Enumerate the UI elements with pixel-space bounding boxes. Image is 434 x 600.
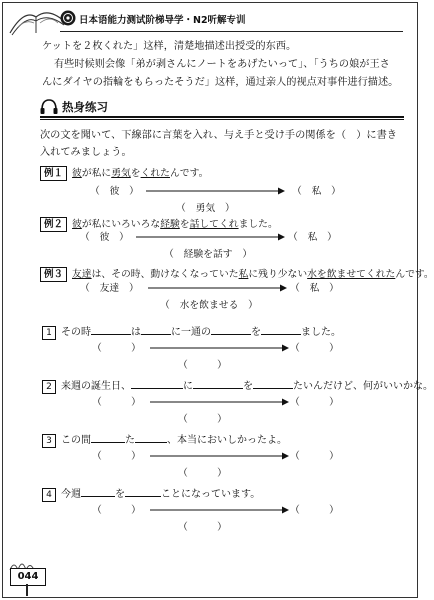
example-1-thing: （ 勇気 ）	[176, 203, 235, 214]
answer-blank[interactable]	[193, 377, 243, 389]
header-title: 日本语能力测试阶梯导学・N2听解专训	[79, 15, 246, 26]
example-2-arrow-icon	[136, 232, 286, 242]
question-3-arrow-icon	[150, 451, 290, 461]
instruction-line-1: 次の文を聞いて、下線部に言葉を入れ、与え手と受け手の関係を（ ）に書き	[40, 130, 397, 141]
question-4-arrow-icon	[150, 505, 290, 515]
intro-line-3: んにダイヤの指輪をもらったそうだ」这样，通过亲人的视点对事件进行描述。	[42, 77, 399, 88]
example-3-thing: （ 水を飲ませる ）	[160, 300, 258, 311]
question-1-giver-slot[interactable]: （ ）	[92, 343, 141, 354]
question-2: 2 来週の誕生日、 に を たいんだけど、何がいいかな。	[42, 377, 402, 394]
underlined-word: 彼	[72, 219, 82, 230]
underlined-word: 私	[238, 269, 249, 280]
example-2-sentence: 例２ 彼が私にいろいろな経験を話してくれました。	[40, 216, 408, 232]
section-title: 热身练习	[62, 100, 108, 114]
page-header	[60, 10, 360, 28]
answer-blank[interactable]	[211, 323, 251, 335]
question-4-giver-slot[interactable]: （ ）	[92, 505, 141, 516]
example-3-sentence: 例３ 友達は、その時、動けなくなっていた私に残り少ない水を飲ませてくれたんです。	[40, 266, 408, 282]
headphones-icon	[40, 98, 58, 115]
page-number-box	[10, 568, 46, 586]
question-3-receiver-slot[interactable]: （ ）	[290, 451, 339, 462]
example-2-thing: （ 経験を話す ）	[164, 249, 253, 260]
answer-blank[interactable]	[81, 485, 115, 497]
question-4: 4 今週 を ことになっています。	[42, 485, 402, 502]
example-3-giver: （ 友達 ）	[80, 283, 139, 294]
page-number-signpost	[4, 556, 50, 596]
intro-line-2: 有些时候则会像「弟が剥さんにノートをあげたいって」、「うちの娘が王さ	[54, 59, 390, 70]
question-1-arrow-icon	[150, 343, 290, 353]
question-2-receiver-slot[interactable]: （ ）	[290, 397, 339, 408]
example-3-arrow-icon	[148, 283, 288, 293]
underlined-word: くれた	[140, 168, 170, 179]
answer-blank[interactable]	[91, 323, 131, 335]
example-1-label: 例１	[40, 166, 67, 181]
question-2-number: 2	[42, 380, 56, 394]
answer-blank[interactable]	[135, 431, 167, 443]
question-1: 1 その時 は に一通の を ました。	[42, 323, 402, 340]
underlined-word: 話してくれ	[189, 219, 239, 230]
question-4-number: 4	[42, 488, 56, 502]
answer-blank[interactable]	[91, 431, 125, 443]
page-number: 044	[17, 571, 39, 582]
question-3-giver-slot[interactable]: （ ）	[92, 451, 141, 462]
answer-blank[interactable]	[253, 377, 293, 389]
question-3-thing-slot[interactable]: （ ）	[178, 468, 227, 479]
underlined-word: 勇気	[111, 168, 131, 179]
example-1-giver: （ 彼 ）	[90, 186, 139, 197]
question-2-giver-slot[interactable]: （ ）	[92, 397, 141, 408]
header-divider	[60, 31, 403, 32]
example-3-label: 例３	[40, 267, 67, 282]
underlined-word: 友達	[72, 269, 92, 280]
intro-line-1: ケットを２枚くれた」这样，清楚地描述出授受的东西。	[42, 41, 297, 52]
signpost-pole	[26, 584, 28, 596]
question-1-thing-slot[interactable]: （ ）	[178, 360, 227, 371]
answer-blank[interactable]	[125, 485, 161, 497]
series-logo-icon	[60, 10, 76, 26]
open-book-decoration-icon	[6, 3, 68, 37]
question-2-thing-slot[interactable]: （ ）	[178, 414, 227, 425]
example-2-receiver: （ 私 ）	[288, 232, 337, 243]
answer-blank[interactable]	[261, 323, 301, 335]
section-divider-thin	[40, 119, 404, 120]
example-1-sentence: 例１ 彼が私に勇気をくれたんです。	[40, 165, 408, 181]
example-3-receiver: （ 私 ）	[290, 283, 339, 294]
underlined-word: 経験	[160, 219, 180, 230]
example-1-receiver: （ 私 ）	[292, 186, 341, 197]
question-1-number: 1	[42, 326, 56, 340]
section-divider	[40, 116, 404, 118]
question-1-receiver-slot[interactable]: （ ）	[290, 343, 339, 354]
question-4-receiver-slot[interactable]: （ ）	[290, 505, 339, 516]
question-3-number: 3	[42, 434, 56, 448]
example-2-giver: （ 彼 ）	[80, 232, 129, 243]
answer-blank[interactable]	[131, 377, 183, 389]
example-1-arrow-icon	[146, 186, 286, 196]
instruction-line-2: 入れてみましょう。	[40, 147, 132, 158]
underlined-word: 水を飲ませてくれた	[307, 269, 396, 280]
example-2-label: 例２	[40, 217, 67, 232]
answer-blank[interactable]	[141, 323, 171, 335]
question-4-thing-slot[interactable]: （ ）	[178, 522, 227, 533]
underlined-word: 彼	[72, 168, 82, 179]
question-2-arrow-icon	[150, 397, 290, 407]
question-3: 3 この間 た 、本当においしかったよ。	[42, 431, 402, 448]
